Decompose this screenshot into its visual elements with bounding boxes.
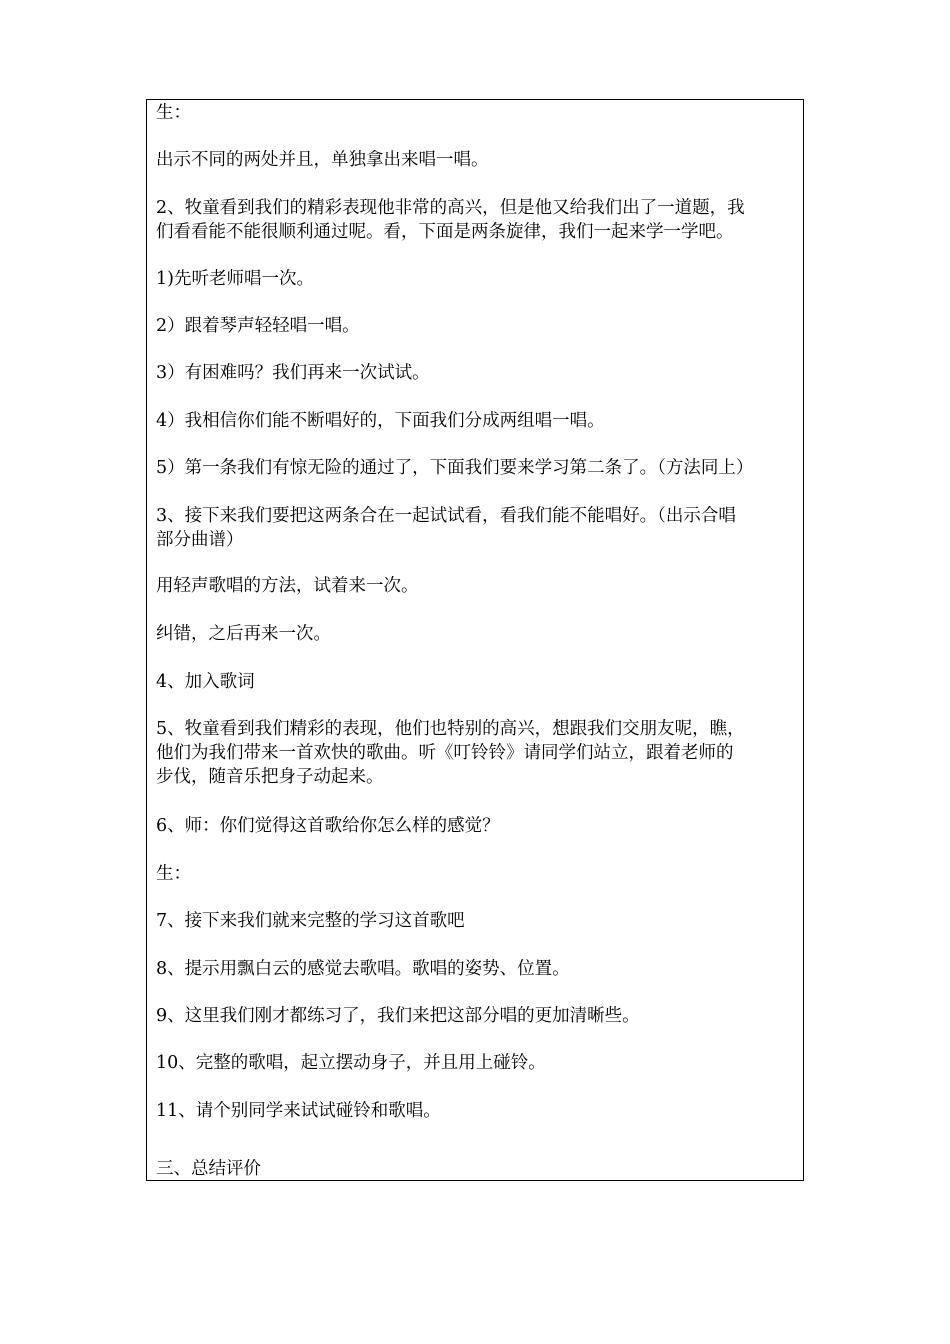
text-line: 步伐，随音乐把身子动起来。 <box>156 767 384 787</box>
paragraph-substep-1 <box>156 267 796 291</box>
paragraph-step-6 <box>156 814 796 838</box>
text-line: 6、师：你们觉得这首歌给你怎么样的感觉？ <box>156 816 500 836</box>
text-line: 2、牧童看到我们的精彩表现他非常的高兴，但是他又给我们出了一道题，我 <box>156 198 745 218</box>
paragraph-substep-3 <box>156 361 796 385</box>
text-line: 部分曲谱） <box>156 530 244 550</box>
section-heading-summary <box>156 1157 796 1181</box>
text-line: 5）第一条我们有惊无险的通过了，下面我们要来学习第二条了。（方法同上） <box>156 458 754 478</box>
paragraph-step-8 <box>156 957 796 981</box>
paragraph-step-11 <box>156 1099 796 1123</box>
paragraph-step-2 <box>156 196 796 244</box>
text-line: 纠错，之后再来一次。 <box>156 624 331 644</box>
paragraph-step-5 <box>156 717 796 789</box>
paragraph-substep-5 <box>156 456 796 480</box>
paragraph-step-7 <box>156 909 796 933</box>
paragraph-soft-singing <box>156 574 796 598</box>
text-line: 8、提示用飘白云的感觉去歌唱。歌唱的姿势、位置。 <box>156 959 570 979</box>
text-line: 3、接下来我们要把这两条合在一起试试看，看我们能不能唱好。（出示合唱 <box>156 506 736 526</box>
text-line: 4、加入歌词 <box>156 672 255 692</box>
paragraph-student-2 <box>156 862 796 886</box>
text-line: 生： <box>156 864 191 884</box>
text-line: 5、牧童看到我们精彩的表现，他们也特别的高兴，想跟我们交朋友呢，瞧， <box>156 719 745 739</box>
paragraph-student-1 <box>156 101 796 125</box>
text-line: 7、接下来我们就来完整的学习这首歌吧 <box>156 911 465 931</box>
text-line: 用轻声歌唱的方法，试着来一次。 <box>156 576 419 596</box>
paragraph-substep-2 <box>156 314 796 338</box>
text-line: 出示不同的两处并且，单独拿出来唱一唱。 <box>156 150 489 170</box>
paragraph-step-3 <box>156 504 796 552</box>
paragraph-step-4 <box>156 670 796 694</box>
paragraph-step-10 <box>156 1051 796 1075</box>
text-line: 4）我相信你们能不断唱好的，下面我们分成两组唱一唱。 <box>156 411 605 431</box>
text-line: 三、总结评价 <box>156 1159 261 1179</box>
text-line: 1)先听老师唱一次。 <box>156 269 314 289</box>
text-line: 10、完整的歌唱，起立摆动身子，并且用上碰铃。 <box>156 1053 546 1073</box>
text-line: 9、这里我们刚才都练习了，我们来把这部分唱的更加清晰些。 <box>156 1006 640 1026</box>
text-line: 们看看能不能很顺利通过呢。看，下面是两条旋律，我们一起来学一学吧。 <box>156 222 734 242</box>
text-line: 生： <box>156 103 191 123</box>
paragraph-show-differences <box>156 148 796 172</box>
text-line: 3）有困难吗？我们再来一次试试。 <box>156 363 430 383</box>
lesson-table-cell <box>146 99 804 1181</box>
paragraph-substep-4 <box>156 409 796 433</box>
paragraph-correct-errors <box>156 622 796 646</box>
text-line: 11、请个别同学来试试碰铃和歌唱。 <box>156 1101 441 1121</box>
paragraph-step-9 <box>156 1004 796 1028</box>
text-line: 2）跟着琴声轻轻唱一唱。 <box>156 316 360 336</box>
text-line: 他们为我们带来一首欢快的歌曲。听《叮铃铃》请同学们站立，跟着老师的 <box>156 743 734 763</box>
